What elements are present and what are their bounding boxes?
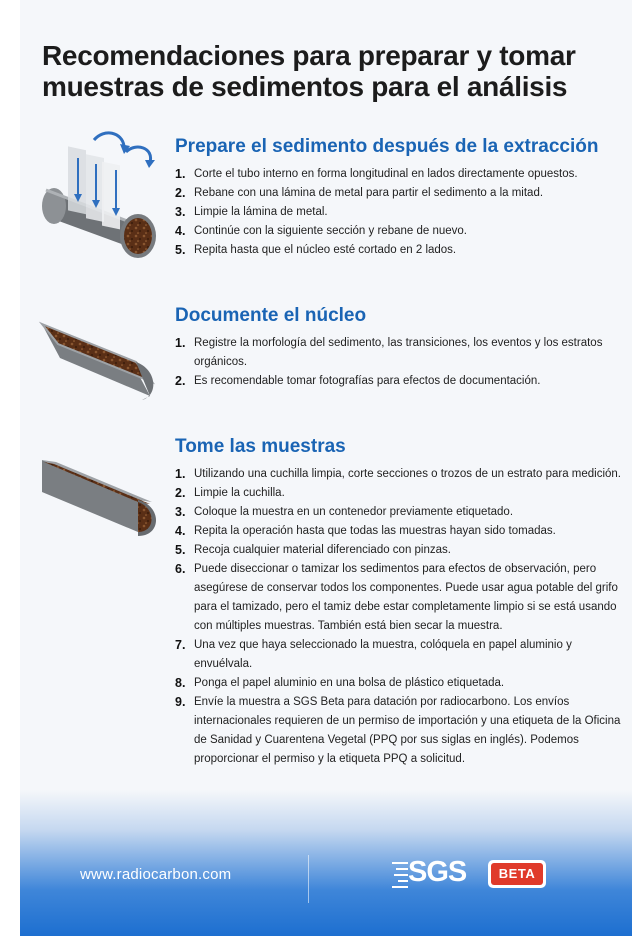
item-text: Una vez que haya seleccionado la muestra, colóquela en papel aluminio y envuélvala. (194, 639, 572, 670)
list-item (175, 334, 625, 372)
item-text: Coloque la muestra en un contenedor previamente etiquetado. (194, 506, 514, 518)
item-text: Repita hasta que el núcleo esté cortado en 2 lados. (194, 244, 457, 256)
section-heading: Tome las muestras (175, 436, 346, 457)
item-number: 1. (175, 336, 186, 350)
item-text: Limpie la cuchilla. (194, 487, 285, 499)
item-number: 1. (175, 467, 186, 481)
item-text: Repita la operación hasta que todas las muestras hayan sido tomadas. (194, 525, 556, 537)
item-text: Envíe la muestra a SGS Beta para datación por radiocarbono. Los envíos internacionales requieren de un permiso de importación y una etiqueta de la Oficina de Sanidad y Cuarentena Vegetal (PPQ por sus siglas en inglés). Podemos proporcionar el permiso y la etiqueta PPQ a solicitud. (194, 696, 621, 765)
item-text: Es recomendable tomar fotografías para efectos de documentación. (194, 375, 541, 387)
item-text: Utilizando una cuchilla limpia, corte secciones o trozos de un estrato para medición. (194, 468, 621, 480)
list-item (175, 522, 625, 541)
item-number: 2. (175, 374, 186, 388)
page-title: Recomendaciones para preparar y tomar muestras de sedimentos para el análisis (42, 40, 576, 102)
beta-logo-text: BETA (491, 863, 543, 885)
item-text: Corte el tubo interno en forma longitudinal en lados directamente opuestos. (194, 168, 578, 180)
split-core-illustration (38, 318, 160, 408)
list-item (175, 222, 625, 241)
footer-divider (308, 855, 309, 903)
sgs-logo: SGS (408, 856, 467, 888)
step-list (175, 334, 625, 391)
list-item (175, 184, 625, 203)
item-number: 4. (175, 224, 186, 238)
item-number: 8. (175, 676, 186, 690)
section-prepare (175, 136, 625, 260)
website-link[interactable]: www.radiocarbon.com (80, 866, 232, 883)
list-item (175, 503, 625, 522)
item-text: Recoja cualquier material diferenciado con pinzas. (194, 544, 451, 556)
section-sample (175, 436, 625, 769)
item-number: 1. (175, 167, 186, 181)
list-item (175, 484, 625, 503)
sgs-logo-lines-icon (392, 858, 408, 892)
list-item (175, 165, 625, 184)
list-item (175, 372, 625, 391)
item-number: 5. (175, 543, 186, 557)
item-number: 6. (175, 562, 186, 576)
item-number: 7. (175, 638, 186, 652)
section-heading: Prepare el sedimento después de la extracción (175, 136, 599, 157)
item-number: 2. (175, 186, 186, 200)
item-number: 3. (175, 505, 186, 519)
section-heading: Documente el núcleo (175, 305, 367, 326)
item-text: Continúe con la siguiente sección y rebane de nuevo. (194, 225, 467, 237)
list-item (175, 465, 625, 484)
item-text: Ponga el papel aluminio en una bolsa de plástico etiquetada. (194, 677, 505, 689)
item-text: Limpie la lámina de metal. (194, 206, 328, 218)
core-slicing-illustration (38, 130, 160, 258)
list-item (175, 203, 625, 222)
item-text: Registre la morfología del sedimento, las transiciones, los eventos y los estratos orgánicos. (194, 337, 603, 368)
step-list (175, 465, 625, 769)
list-item (175, 693, 625, 769)
section-document (175, 305, 625, 391)
core-half-illustration (38, 452, 160, 544)
step-list (175, 165, 625, 260)
item-number: 9. (175, 695, 186, 709)
item-text: Rebane con una lámina de metal para partir el sedimento a la mitad. (194, 187, 544, 199)
list-item (175, 560, 625, 636)
item-text: Puede diseccionar o tamizar los sedimentos para efectos de observación, pero asegúrese de conservar todos los componentes. Puede usar agua potable del grifo para el tamizado, pero el tamiz debe estar completamente limpio si se está usando con múltiples muestras. También está bien secar la muestra. (194, 563, 618, 632)
item-number: 5. (175, 243, 186, 257)
list-item (175, 674, 625, 693)
list-item (175, 541, 625, 560)
item-number: 3. (175, 205, 186, 219)
page (20, 0, 632, 936)
item-number: 4. (175, 524, 186, 538)
beta-logo (488, 860, 546, 888)
list-item (175, 241, 625, 260)
list-item (175, 636, 625, 674)
item-number: 2. (175, 486, 186, 500)
